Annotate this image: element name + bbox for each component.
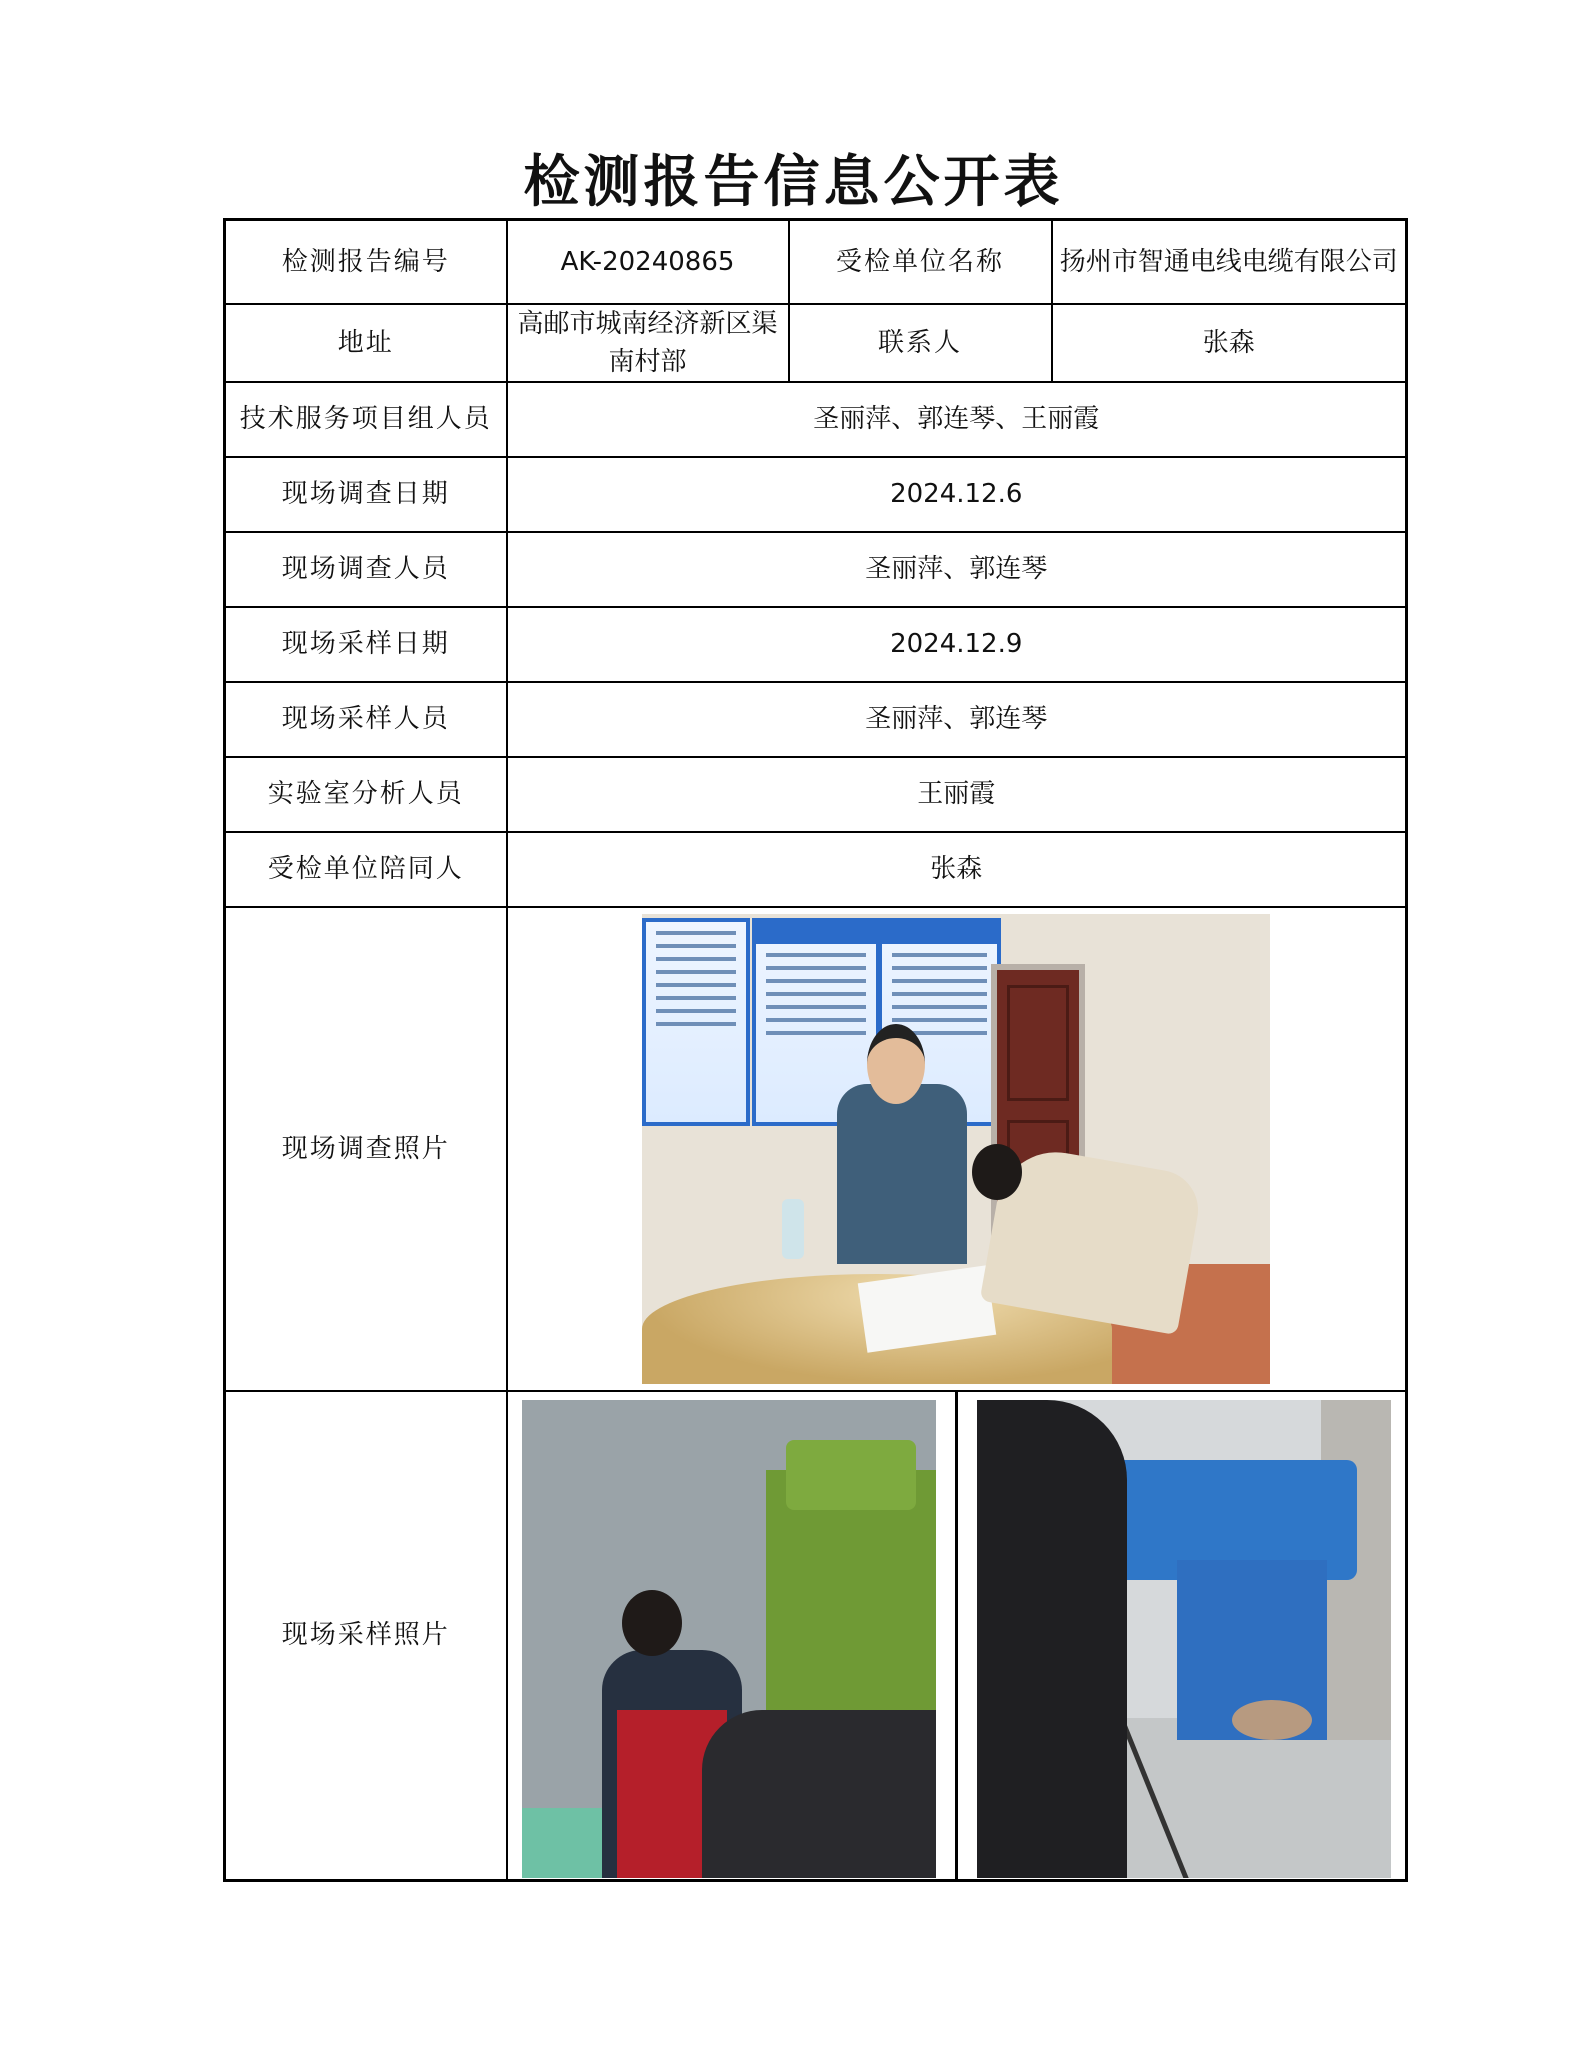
table-row [225, 682, 1407, 757]
page-title: 检测报告信息公开表 [523, 149, 1064, 215]
sampling-photo-2 [977, 1400, 1391, 1878]
team-members-value: 圣丽萍、郭连琴、王丽霞 [507, 382, 1407, 457]
sampling-date-label: 现场采样日期 [225, 607, 507, 682]
table-row [225, 757, 1407, 832]
table-row [225, 907, 1407, 1391]
metal-bowl [1232, 1700, 1312, 1740]
sampling-staff-label: 现场采样人员 [225, 682, 507, 757]
sampling-photo-label: 现场采样照片 [225, 1391, 507, 1881]
escort-label: 受检单位陪同人 [225, 832, 507, 907]
table-row [225, 1391, 1407, 1881]
sampler-figure [977, 1400, 1127, 1878]
report-no-value: AK-20240865 [507, 220, 789, 304]
sampling-staff-value: 圣丽萍、郭连琴 [507, 682, 1407, 757]
sampling-photo-cell [507, 1391, 1407, 1881]
sampling-date-value: 2024.12.9 [507, 607, 1407, 682]
table-row [225, 382, 1407, 457]
photo-divider [955, 1392, 958, 1882]
survey-staff-value: 圣丽萍、郭连琴 [507, 532, 1407, 607]
lab-analyst-label: 实验室分析人员 [225, 757, 507, 832]
survey-photo-cell [507, 907, 1407, 1391]
contact-value: 张森 [1052, 304, 1407, 382]
inspected-unit-label: 受检单位名称 [789, 220, 1052, 304]
man-figure [837, 1024, 967, 1254]
survey-photo [642, 914, 1270, 1384]
wall-poster [642, 918, 750, 1126]
survey-date-value: 2024.12.6 [507, 457, 1407, 532]
survey-photo-label: 现场调查照片 [225, 907, 507, 1391]
table-row [225, 220, 1407, 304]
address-value: 高邮市城南经济新区渠南村部 [507, 304, 789, 382]
escort-value: 张森 [507, 832, 1407, 907]
table-row [225, 457, 1407, 532]
table-row [225, 832, 1407, 907]
inspected-unit-value: 扬州市智通电线电缆有限公司 [1052, 220, 1407, 304]
lab-analyst-value: 王丽霞 [507, 757, 1407, 832]
report-info-table [223, 218, 1408, 1882]
water-bottle [782, 1199, 804, 1259]
woman-figure [972, 1144, 1202, 1344]
survey-staff-label: 现场调查人员 [225, 532, 507, 607]
contact-label: 联系人 [789, 304, 1052, 382]
report-no-label: 检测报告编号 [225, 220, 507, 304]
sampling-photo-1 [522, 1400, 936, 1878]
sampler-arm [702, 1710, 936, 1878]
table-row [225, 532, 1407, 607]
table-row [225, 607, 1407, 682]
survey-date-label: 现场调查日期 [225, 457, 507, 532]
address-label: 地址 [225, 304, 507, 382]
table-row [225, 304, 1407, 382]
team-members-label: 技术服务项目组人员 [225, 382, 507, 457]
